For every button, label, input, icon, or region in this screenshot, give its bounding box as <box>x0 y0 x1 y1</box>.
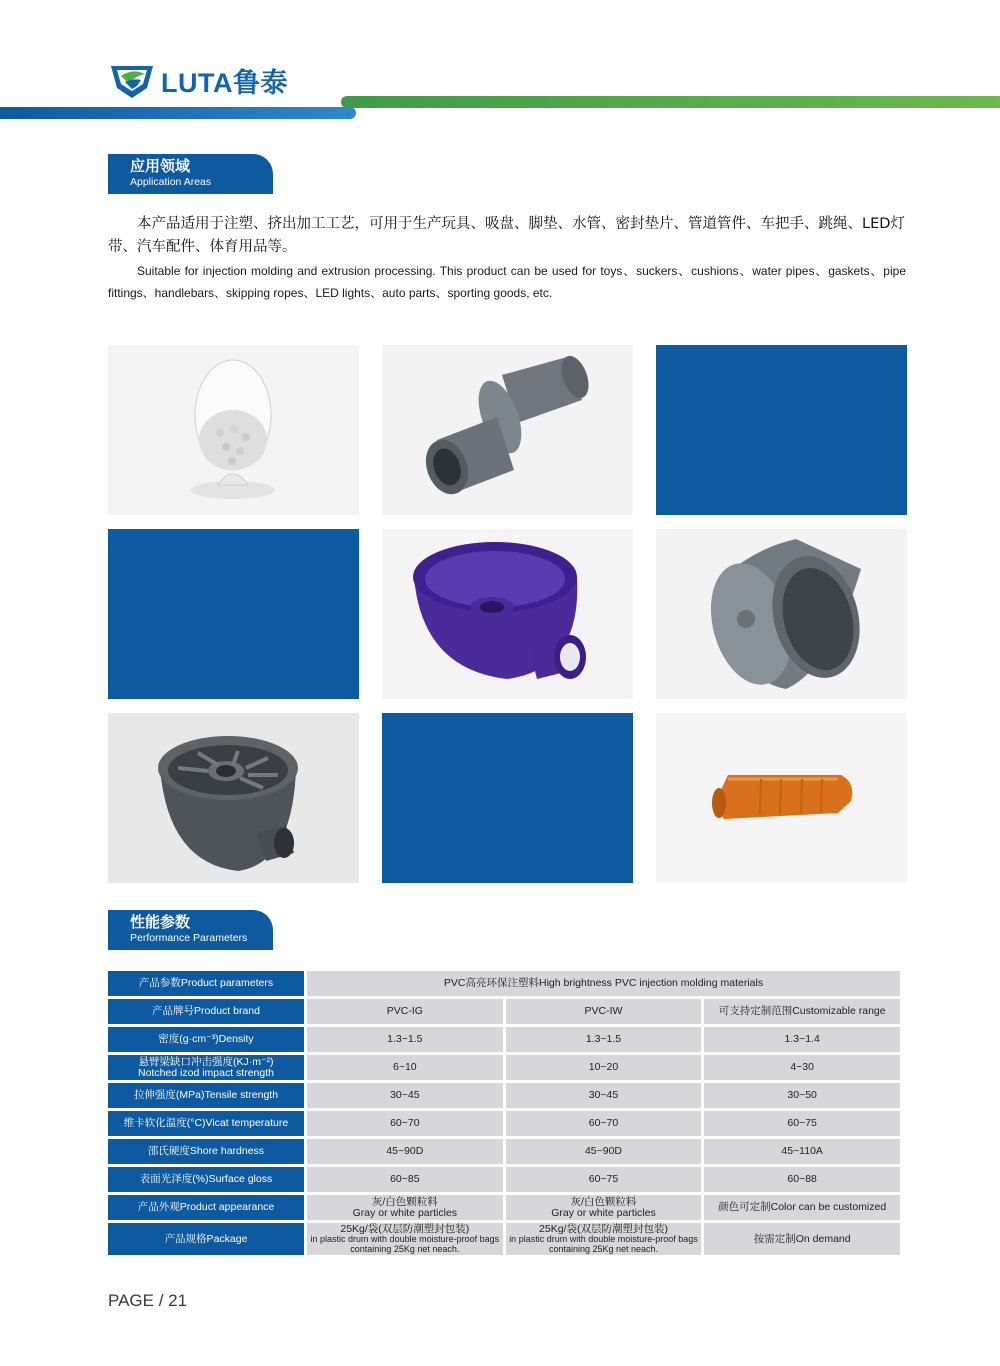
blue-placeholder-tile <box>382 713 633 883</box>
cell-line: in plastic drum with double moisture-proof bags <box>310 1234 500 1244</box>
value-cell: 按需定制On demand <box>704 1223 900 1255</box>
gray-filter-housing-photo <box>108 713 359 883</box>
row-header: 邵氏硬度Shore hardness <box>108 1139 304 1164</box>
section-title-zh: 应用领域 <box>130 158 191 175</box>
value-cell: 60~75 <box>506 1167 702 1192</box>
value-cell: 45~110A <box>704 1139 900 1164</box>
table-row <box>108 1111 900 1136</box>
cell-line: 灰/白色颗粒料 <box>371 1195 438 1208</box>
value-cell: 颜色可定制Color can be customized <box>704 1195 900 1220</box>
value-cell: 45~90D <box>506 1139 702 1164</box>
application-areas-tab <box>108 154 273 194</box>
gray-pipe-fitting-photo <box>382 345 633 515</box>
section-title-zh: 性能参数 <box>130 914 191 931</box>
application-text-en: Suitable for injection molding and extrusion processing. This product can be used for toys、suckers、cushions、water pipes、gaskets、pipe fittings、handlebars、skipping ropes、LED lights、auto parts、sporting goods, etc. <box>108 264 906 300</box>
value-cell: 30~45 <box>307 1083 503 1108</box>
value-cell: 1.3~1.4 <box>704 1027 900 1052</box>
row-header <box>108 1055 304 1080</box>
value-cell: 60~85 <box>307 1167 503 1192</box>
row-header: 维卡软化温度(°C)Vicat temperature <box>108 1111 304 1136</box>
value-cell: 60~88 <box>704 1167 900 1192</box>
value-cell: 30~45 <box>506 1083 702 1108</box>
row-header: 表面光泽度(%)Surface gloss <box>108 1167 304 1192</box>
section-title-en: Application Areas <box>130 176 212 188</box>
row-header: 产品规格Package <box>108 1223 304 1255</box>
value-cell: 45~90D <box>307 1139 503 1164</box>
value-cell: 60~75 <box>704 1111 900 1136</box>
table-row <box>108 1167 900 1192</box>
blue-placeholder-tile <box>108 529 359 699</box>
cell-line: 25Kg/袋(双层防潮塑封包装) <box>340 1223 470 1235</box>
row-header-line: 悬臂梁缺口冲击强度(KJ·m⁻²) <box>138 1055 274 1068</box>
page-number: PAGE / 21 <box>108 1291 188 1310</box>
header-green-bar <box>341 96 1000 108</box>
row-header: 密度(g·cm⁻³)Density <box>108 1027 304 1052</box>
cell-line: 灰/白色颗粒料 <box>570 1195 637 1208</box>
orange-handle-grip-photo <box>656 713 907 883</box>
row-header-line: Notched izod impact strength <box>138 1066 274 1079</box>
cell-line: containing 25Kg net neach. <box>548 1243 659 1254</box>
value-cell <box>506 1223 702 1255</box>
logo-text: LUTA鲁泰 <box>161 67 288 98</box>
cell-line: Gray or white particles <box>551 1206 656 1219</box>
cell-line: containing 25Kg net neach. <box>350 1243 460 1254</box>
cell-line: in plastic drum with double moisture-proof bags <box>509 1234 698 1244</box>
value-cell: 60~70 <box>307 1111 503 1136</box>
table-row <box>108 1055 900 1080</box>
gray-pipe-cap-photo <box>656 529 907 699</box>
table-row <box>108 1223 900 1255</box>
value-cell <box>307 1195 503 1220</box>
value-cell: 1.3~1.5 <box>506 1027 702 1052</box>
table-row <box>108 1027 900 1052</box>
table-row <box>108 1139 900 1164</box>
performance-table <box>105 968 903 1258</box>
cell-line: Gray or white particles <box>352 1206 458 1219</box>
performance-parameters-tab <box>108 910 273 950</box>
brand-cell: PVC-IW <box>506 999 702 1024</box>
application-text-zh: 本产品适用于注塑、挤出加工工艺，可用于生产玩具、吸盘、脚垫、水管、密封垫片、管道管件、车把手、跳绳、LED灯带、汽车配件、体育用品等。 <box>108 216 905 255</box>
value-cell: 30~50 <box>704 1083 900 1108</box>
luta-logo-icon <box>107 58 157 102</box>
cell-line: 25Kg/袋(双层防潮塑封包装) <box>539 1223 668 1235</box>
section-title-en: Performance Parameters <box>130 932 248 944</box>
value-cell: 60~70 <box>506 1111 702 1136</box>
value-cell: 4~30 <box>704 1055 900 1080</box>
blue-placeholder-tile <box>656 345 907 515</box>
company-logo <box>107 58 312 102</box>
table-row <box>108 1195 900 1220</box>
table-row <box>108 971 900 996</box>
table-row <box>108 999 900 1024</box>
header-blue-bar <box>0 107 356 119</box>
product-image-grid <box>108 345 906 883</box>
value-cell: 6~10 <box>307 1055 503 1080</box>
brand-cell: PVC-IG <box>307 999 503 1024</box>
granules-flask-photo <box>108 345 359 515</box>
value-cell <box>307 1223 503 1255</box>
value-cell: 1.3~1.5 <box>307 1027 503 1052</box>
row-header: 拉伸强度(MPa)Tensile strength <box>108 1083 304 1108</box>
row-header: 产品外观Product appearance <box>108 1195 304 1220</box>
table-row <box>108 1083 900 1108</box>
value-cell: 10~20 <box>506 1055 702 1080</box>
row-header: 产品牌号Product brand <box>108 999 304 1024</box>
row-header: 产品参数Product parameters <box>108 971 304 996</box>
material-title-cell: PVC高亮环保注塑料High brightness PVC injection molding materials <box>307 971 900 996</box>
value-cell <box>506 1195 702 1220</box>
purple-drain-fitting-photo <box>382 529 633 699</box>
brand-cell: 可支持定制范围Customizable range <box>704 999 900 1024</box>
